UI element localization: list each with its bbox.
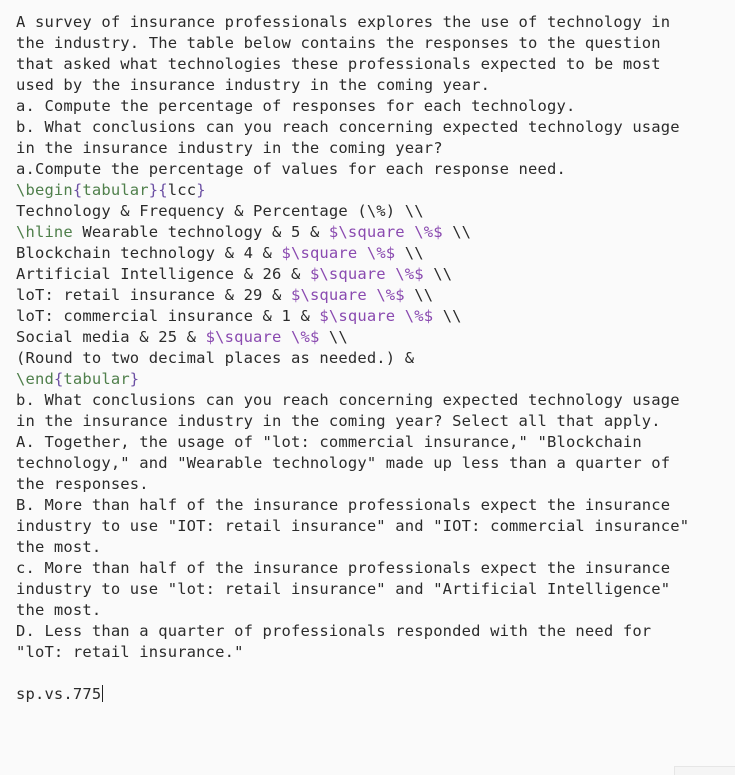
row-end: \\ [404, 286, 434, 304]
table-row-line [16, 243, 735, 264]
table-row-line [16, 285, 735, 306]
text-line: that asked what technologies these professionals expected to be most [16, 55, 661, 73]
math-placeholder: $\square \%$ [205, 328, 320, 346]
option-c-line: the most. [16, 601, 102, 619]
latex-argument: tabular [63, 370, 130, 388]
latex-command: \end [16, 370, 54, 388]
option-d-line: "loT: retail insurance." [16, 643, 244, 661]
option-c-line: industry to use "lot: retail insurance" and "Artificial Intelligence" [16, 580, 671, 598]
row-end: \\ [442, 223, 472, 241]
text-line: b. What conclusions can you reach concerning expected technology usage [16, 118, 680, 136]
math-placeholder: $\square \%$ [281, 244, 396, 262]
table-row-line [16, 327, 735, 348]
latex-brace: } [129, 370, 140, 388]
row-end: \\ [395, 244, 424, 262]
latex-begin-line [16, 180, 735, 201]
math-placeholder: $\square \%$ [290, 286, 405, 304]
option-b-line: the most. [16, 538, 102, 556]
option-c-line: c. More than half of the insurance professionals expect the insurance [16, 559, 671, 577]
latex-end-line [16, 369, 735, 390]
table-row-text: loT: commercial insurance & 1 & [16, 307, 320, 325]
math-placeholder: $\square \%$ [328, 223, 443, 241]
table-row-text: Blockchain technology & 4 & [16, 244, 282, 262]
math-placeholder: $\square \%$ [309, 265, 424, 283]
latex-brace: } [196, 181, 206, 199]
text-line: a. Compute the percentage of responses for each technology. [16, 97, 576, 115]
table-row-line [16, 264, 735, 285]
source-text: sp.vs.775 [16, 685, 102, 703]
latex-command: \hline [16, 223, 73, 241]
option-a-line: A. Together, the usage of "lot: commercial insurance," "Blockchain [16, 433, 642, 451]
table-row-text: loT: retail insurance & 29 & [16, 286, 291, 304]
table-row-text: Wearable technology & 5 & [72, 223, 329, 241]
latex-brace: { [72, 181, 83, 199]
source-line [16, 684, 735, 705]
text-line: b. What conclusions can you reach concerning expected technology usage [16, 391, 680, 409]
latex-argument: lcc [167, 181, 197, 199]
text-line: A survey of insurance professionals explores the use of technology in [16, 13, 671, 31]
row-end: \\ [433, 307, 462, 325]
text-line: a.Compute the percentage of values for each response need. [16, 160, 566, 178]
option-a-line: technology," and "Wearable technology" made up less than a quarter of [16, 454, 671, 472]
math-placeholder: $\square \%$ [319, 307, 434, 325]
text-line: (Round to two decimal places as needed.) & [16, 349, 415, 367]
text-line: in the insurance industry in the coming year? Select all that apply. [16, 412, 661, 430]
resize-handle[interactable] [674, 766, 735, 775]
option-d-line: D. Less than a quarter of professionals responded with the need for [16, 622, 652, 640]
table-header-line: Technology & Frequency & Percentage (\%) \\ [16, 202, 424, 220]
row-end: \\ [423, 265, 453, 283]
latex-command: \begin [16, 181, 73, 199]
option-a-line: the responses. [16, 475, 149, 493]
text-line: in the insurance industry in the coming year? [16, 139, 443, 157]
blank-line [16, 663, 735, 684]
option-b-line: industry to use "IOT: retail insurance" and "IOT: commercial insurance" [16, 517, 690, 535]
table-row-text: Artificial Intelligence & 26 & [16, 265, 310, 283]
table-row-line [16, 306, 735, 327]
row-end: \\ [319, 328, 348, 346]
latex-brace: { [53, 370, 64, 388]
text-cursor [102, 685, 103, 702]
text-line: the industry. The table below contains the responses to the question [16, 34, 661, 52]
latex-argument: tabular [82, 181, 149, 199]
table-row-text: Social media & 25 & [16, 328, 206, 346]
text-line: used by the insurance industry in the coming year. [16, 76, 491, 94]
table-row-line [16, 222, 735, 243]
latex-brace: }{ [148, 181, 168, 199]
option-b-line: B. More than half of the insurance professionals expect the insurance [16, 496, 671, 514]
